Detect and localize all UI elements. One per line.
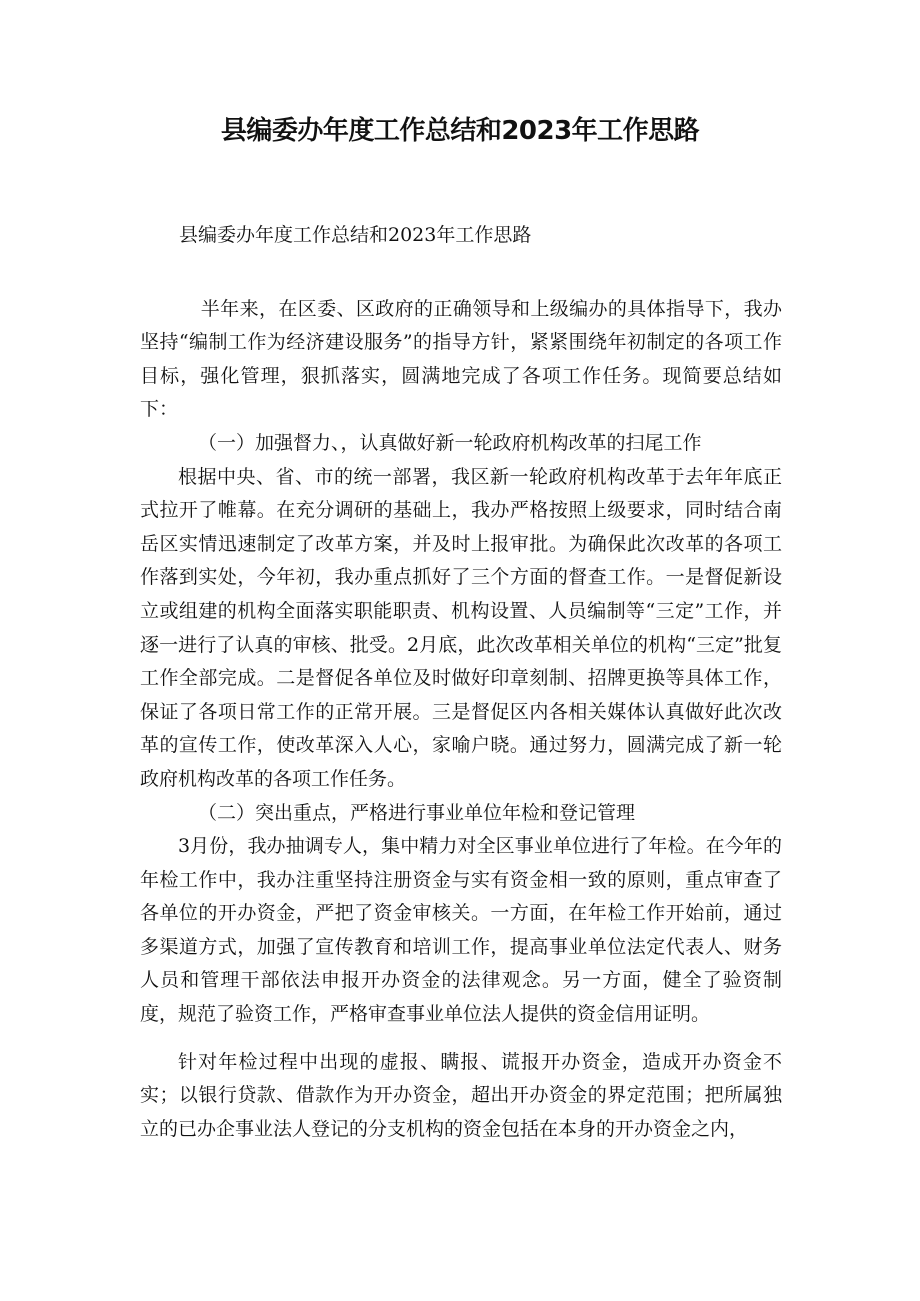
- document-title: 县编委办年度工作总结和2023年工作思路: [220, 116, 700, 146]
- document-subtitle: 县编委办年度工作总结和2023年工作思路: [179, 224, 532, 246]
- document-body: [140, 219, 782, 1146]
- section-heading-1: （一）加强督力、，认真做好新一轮政府机构改革的扫尾工作: [198, 431, 702, 454]
- section-1-paragraph-1: 根据中央、省、市的统一部署，我区新一轮政府机构改革于去年年底正式拉开了帷幕。在充分调研的基础上，我办严格按照上级要求，同时结合南岳区实情迅速制定了改革方案，并及时上报审批。为确保此次改革的各项工作落到实处，今年初，我办重点抓好了三个方面的督查工作。一是督促新设立或组建的机构全面落实职能职责、机构设置、人员编制等“三定”工作，并逐一进行了认真的审核、批受。2月底，此次改革相关单位的机构“三定”批复工作全部完成。二是督促各单位及时做好印章刻制、招牌更换等具体工作，保证了各项日常工作的正常开展。三是督促区内各相关媒体认真做好此次改革的宣传工作，使改革深入人心，家喻户晓。通过努力，圆满完成了新一轮政府机构改革的各项工作任务。: [140, 465, 782, 790]
- section-2-paragraph-2: 针对年检过程中出现的虚报、瞒报、谎报开办资金，造成开办资金不实；以银行贷款、借款作为开办资金，超出开办资金的界定范围；把所属独立的已办企事业法人登记的分支机构的资金包括在本身的开办资金之内，: [140, 1050, 782, 1140]
- section-2-paragraph-1: 3月份，我办抽调专人，集中精力对全区事业单位进行了年检。在今年的年检工作中，我办注重坚持注册资金与实有资金相一致的原则，重点审查了各单位的开办资金，严把了资金审核关。一方面，在年检工作开始前，通过多渠道方式，加强了宣传教育和培训工作，提高事业单位法定代表人、财务人员和管理干部依法申报开办资金的法律观念。另一方面，健全了验资制度，规范了验资工作，严格审查事业单位法人提供的资金信用证明。: [140, 835, 782, 1026]
- section-heading-2: （二）突出重点，严格进行事业单位年检和登记管理: [198, 801, 636, 824]
- intro-paragraph: 半年来，在区委、区政府的正确领导和上级编办的具体指导下，我办坚持“编制工作为经济建设服务”的指导方针，紧紧围绕年初制定的各项工作目标，强化管理，狠抓落实，圆满地完成了各项工作任务。现简要总结如下：: [140, 297, 782, 421]
